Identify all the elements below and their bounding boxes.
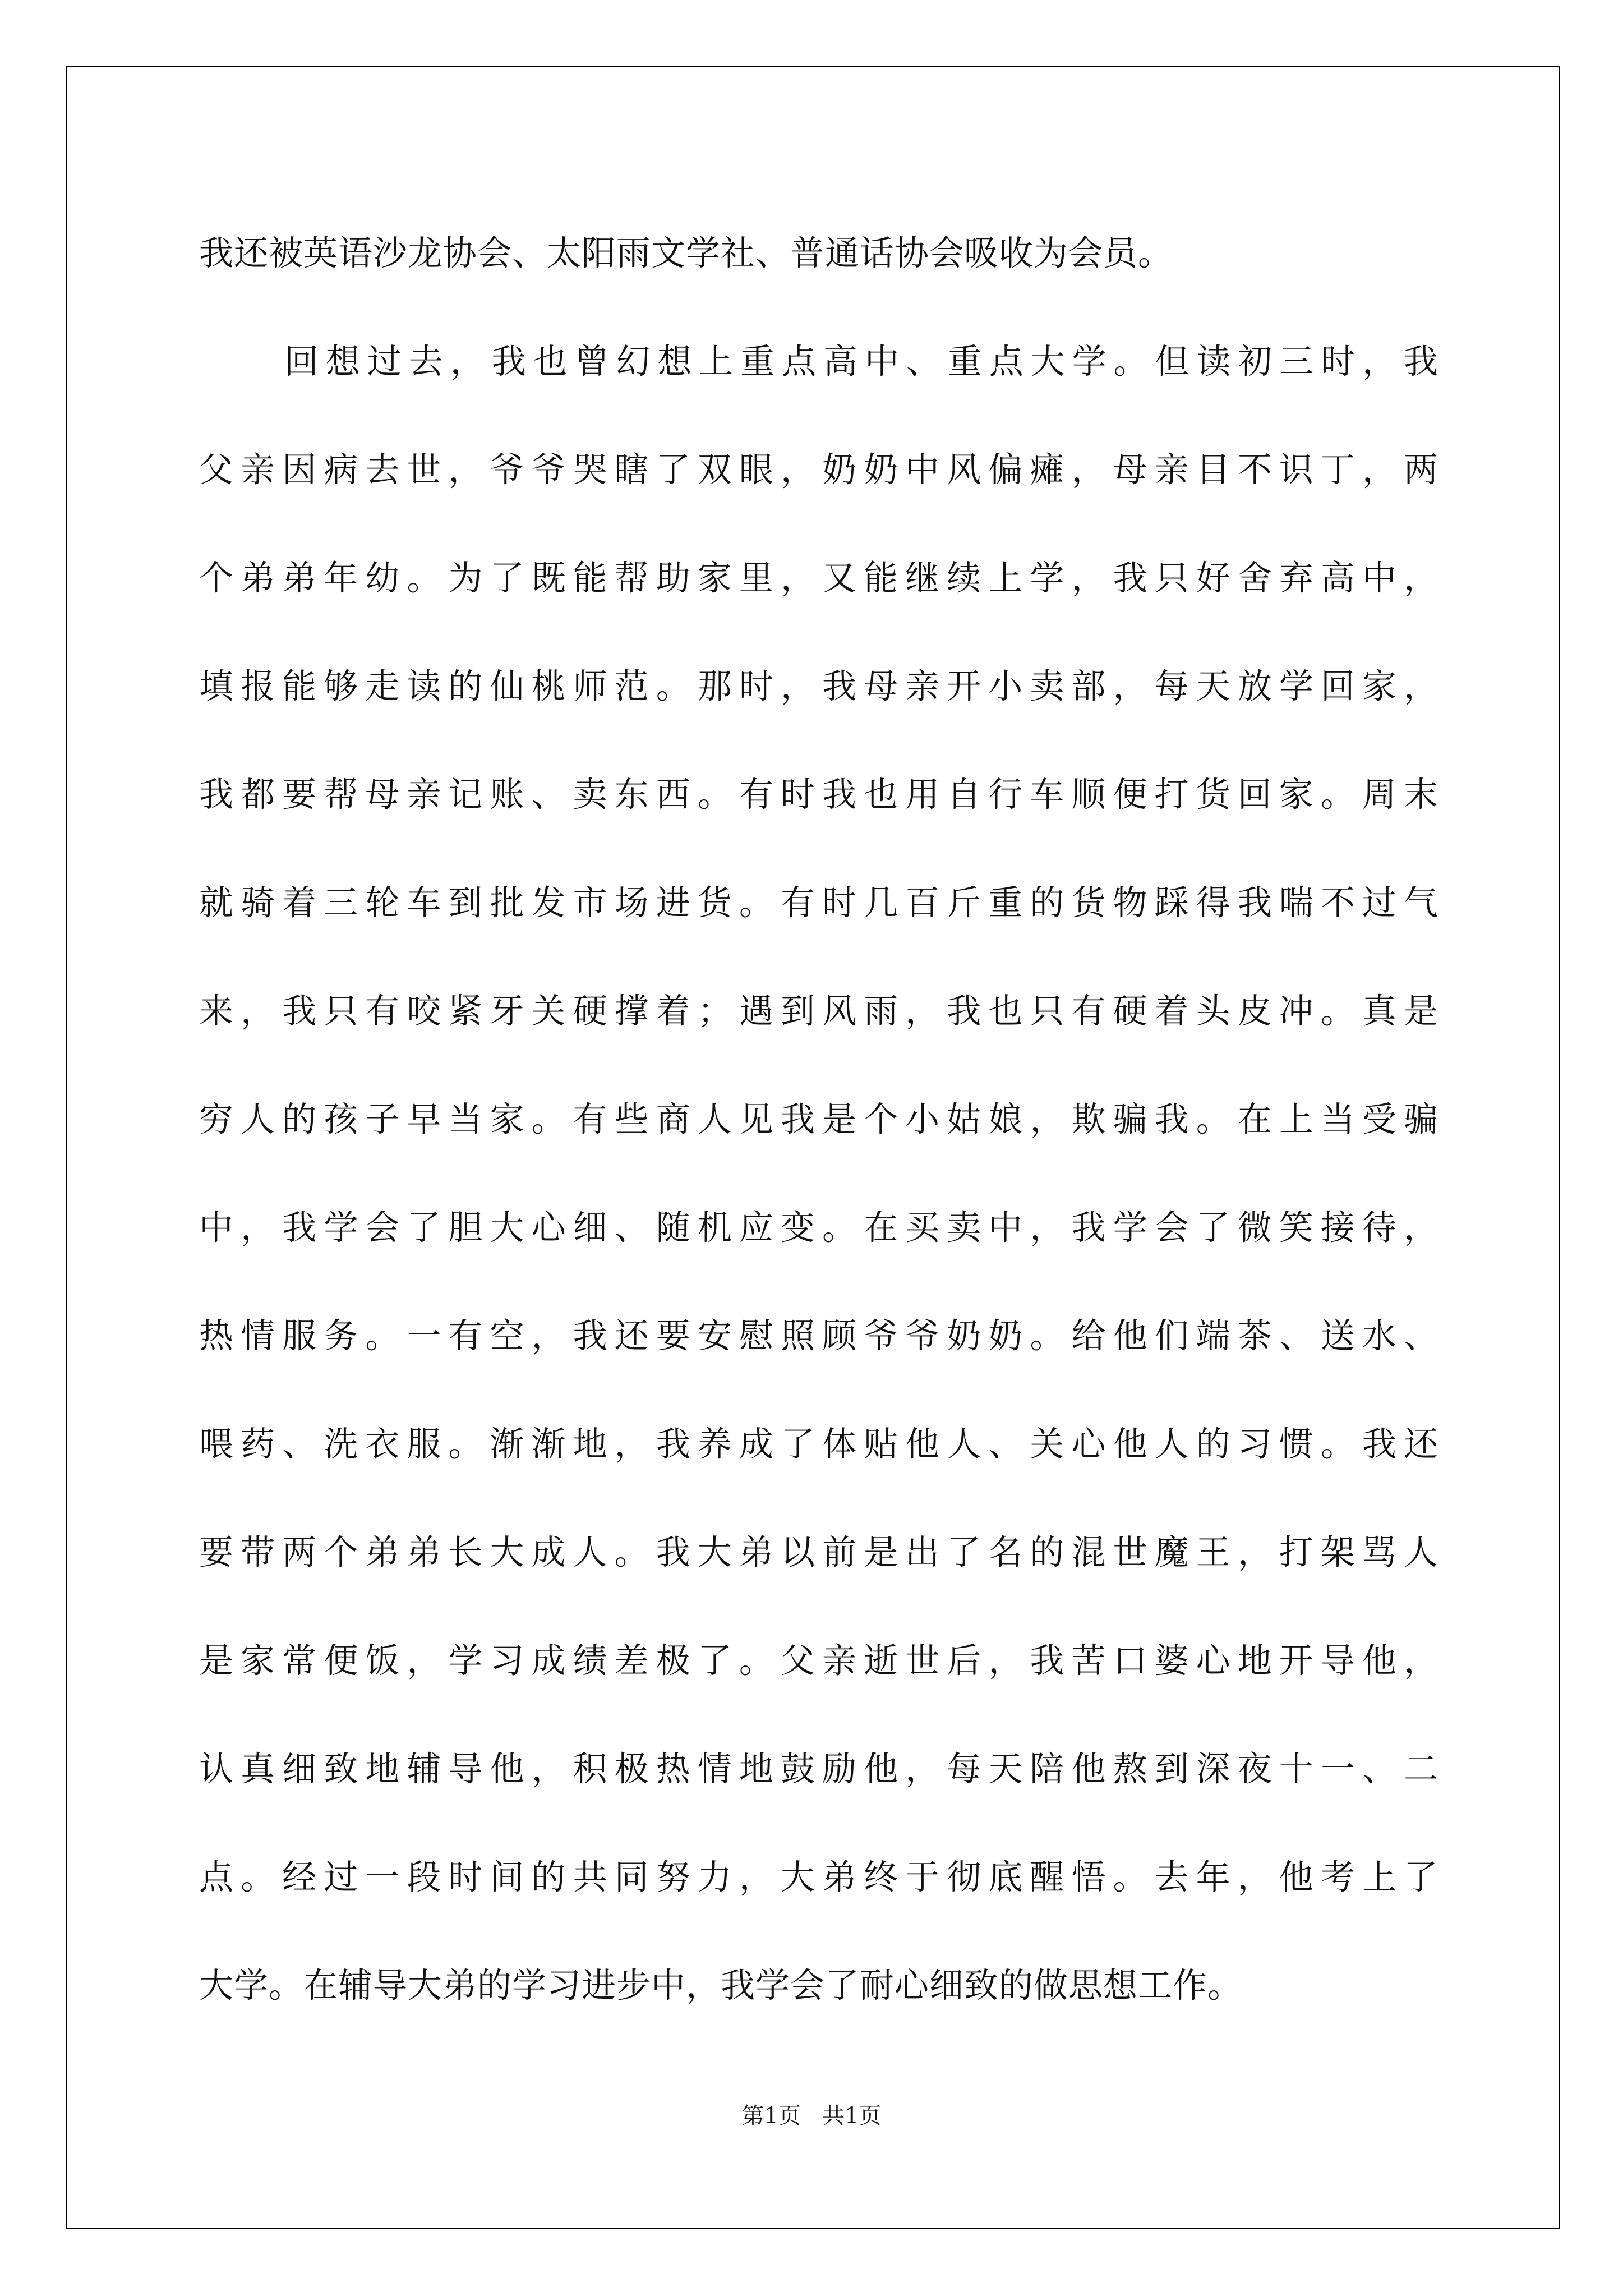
text-line-4: 个弟弟年幼。为了既能帮助家里，又能继续上学，我只好舍弃高中，	[199, 558, 1438, 598]
text-line-3: 父亲因病去世，爷爷哭瞎了双眼，奶奶中风偏瘫，母亲目不识丁，两	[199, 450, 1438, 490]
text-line-9: 穷人的孩子早当家。有些商人见我是个小姑娘，欺骗我。在上当受骗	[199, 1099, 1438, 1139]
page-number-footer: 第1页 共1页	[741, 2103, 882, 2129]
text-line-2: 回想过去，我也曾幻想上重点高中、重点大学。但读初三时，我	[284, 342, 1438, 381]
document-body	[199, 199, 1438, 2040]
text-line-16: 点。经过一段时间的共同努力，大弟终于彻底醒悟。去年，他考上了	[199, 1857, 1438, 1897]
text-line-13: 要带两个弟弟长大成人。我大弟以前是出了名的混世魔王，打架骂人	[199, 1533, 1438, 1572]
text-line-11: 热情服务。一有空，我还要安慰照顾爷爷奶奶。给他们端茶、送水、	[199, 1316, 1438, 1356]
text-line-8: 来，我只有咬紧牙关硬撑着；遇到风雨，我也只有硬着头皮冲。真是	[199, 991, 1438, 1031]
text-line-15: 认真细致地辅导他，积极热情地鼓励他，每天陪他熬到深夜十一、二	[199, 1749, 1438, 1789]
text-line-7: 就骑着三轮车到批发市场进货。有时几百斤重的货物踩得我喘不过气	[199, 883, 1438, 923]
text-line-10: 中，我学会了胆大心细、随机应变。在买卖中，我学会了微笑接待，	[199, 1208, 1438, 1248]
text-line-6: 我都要帮母亲记账、卖东西。有时我也用自行车顺便打货回家。周末	[199, 775, 1438, 815]
text-line-17: 大学。在辅导大弟的学习进步中，我学会了耐心细致的做思想工作。	[199, 1966, 1243, 2005]
text-line-14: 是家常便饭，学习成绩差极了。父亲逝世后，我苦口婆心地开导他，	[199, 1641, 1438, 1681]
text-line-12: 喂药、洗衣服。渐渐地，我养成了体贴他人、关心他人的习惯。我还	[199, 1424, 1438, 1464]
text-line-1: 我还被英语沙龙协会、太阳雨文学社、普通话协会吸收为会员。	[199, 233, 1173, 273]
text-line-5: 填报能够走读的仙桃师范。那时，我母亲开小卖部，每天放学回家，	[199, 666, 1438, 706]
